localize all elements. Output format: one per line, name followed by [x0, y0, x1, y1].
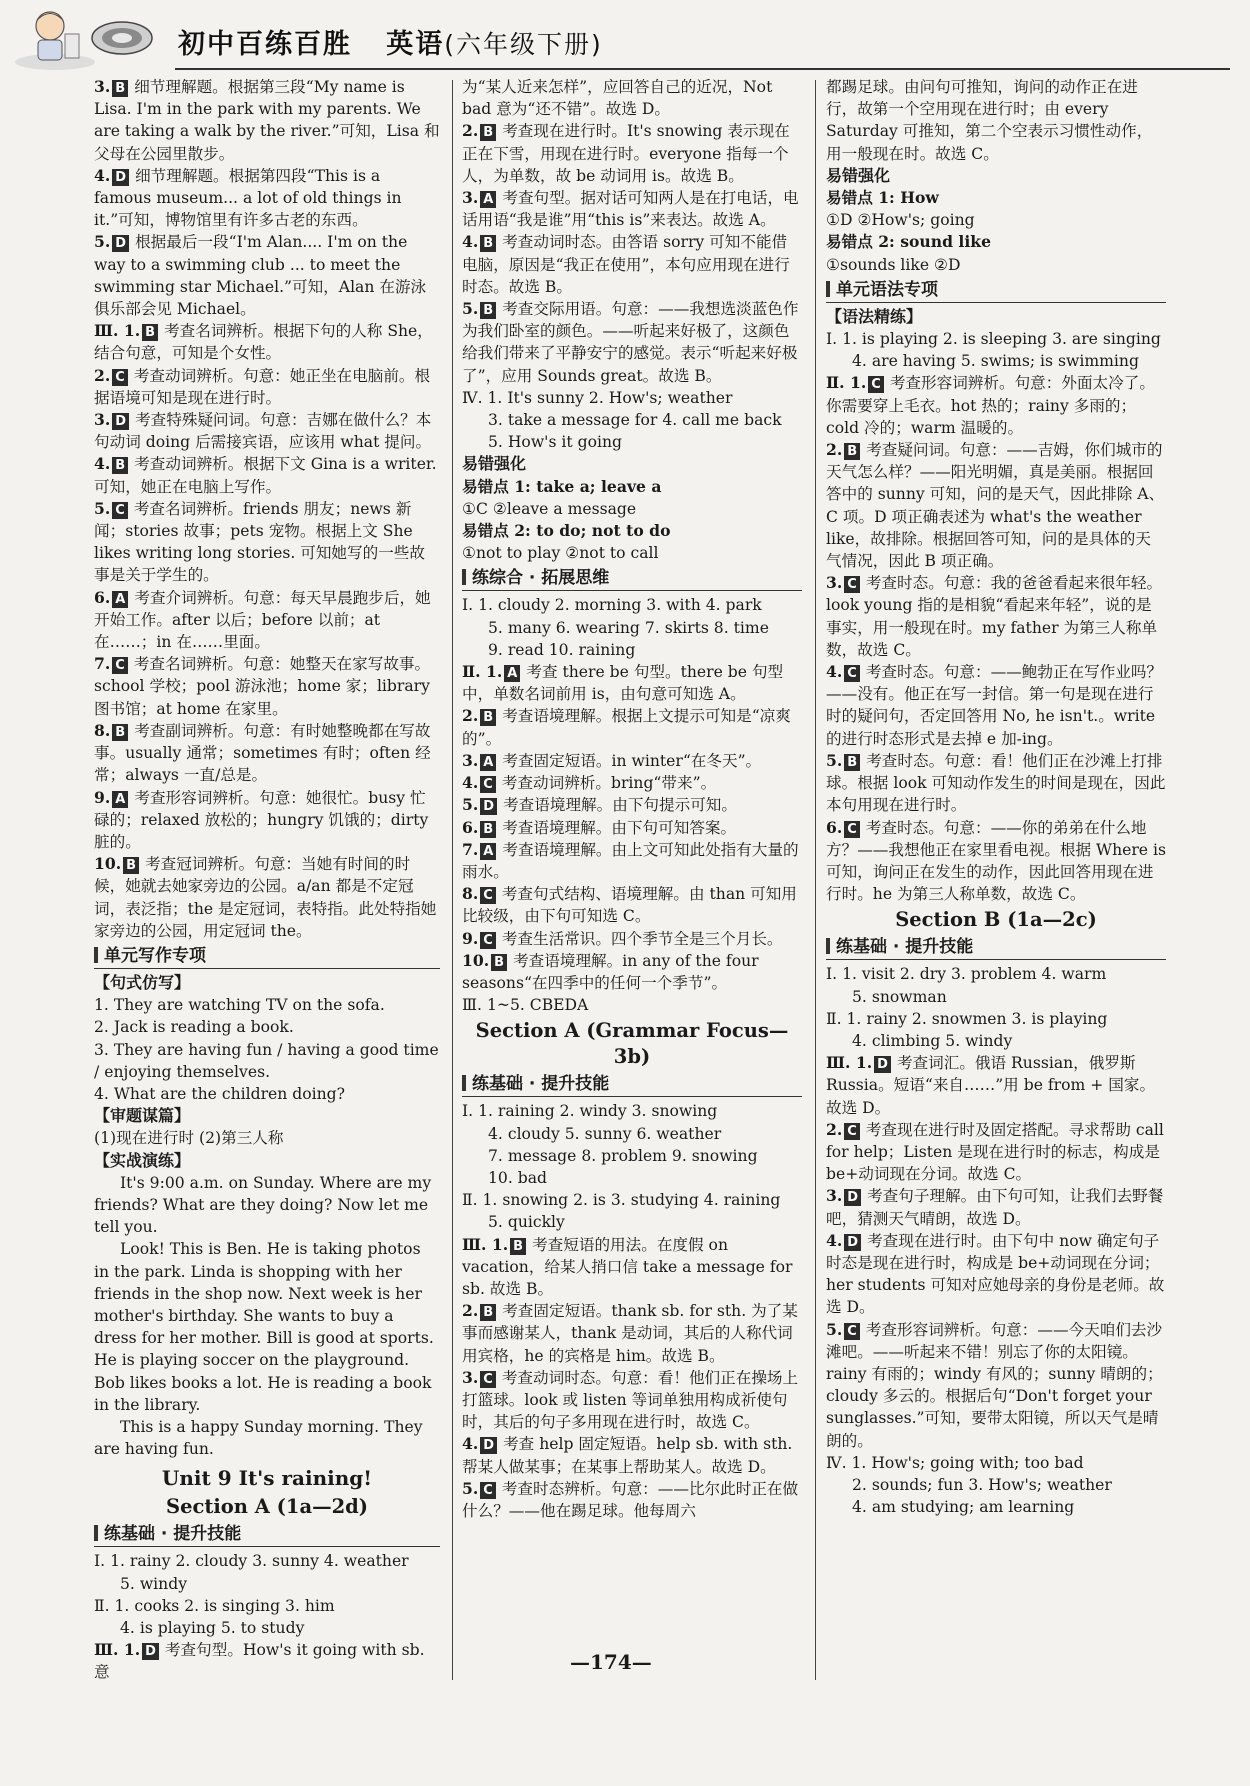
answer-letter-badge: B [142, 324, 158, 341]
answer-line: 5. snowman [852, 987, 947, 1006]
header-rule [175, 68, 1230, 70]
section-title: Section A (1a—2d) [165, 1495, 369, 1519]
question-number: 4. [94, 454, 111, 474]
answer-letter-badge: B [480, 124, 496, 141]
answer-explanation: 考查冠词辨析。句意：当她有时间的时候，她就去她家旁边的公园。a/an 都是不定冠词，表泛指；the 是定冠词，表特指。此处特指她家旁边的公园，用定冠词 the。 [94, 855, 437, 940]
answer-explanation: 考查动词时态。句意：看！他们正在操场上打篮球。look 或 listen 等词单独用构成祈使句时，其后的句子多用现在进行时，故选 C。 [462, 1368, 799, 1432]
answer-explanation: 考查语境理解。in any of the four seasons“在四季中的任何一个季节”。 [462, 951, 759, 992]
answer-line: 4. climbing 5. windy [852, 1031, 1013, 1050]
question-number: 8. [462, 884, 479, 904]
answer-explanation: 考查 help 固定短语。help sb. with sth. 帮某人做某事；在某事上帮助某人。故选 D。 [462, 1435, 793, 1476]
answer-explanation: 考查 there be 句型。there be 句型中，单数名词前用 is，由句意可知选 A。 [462, 663, 784, 704]
question-number: Ⅲ. 1. [94, 321, 141, 341]
answer-letter-badge: C [480, 1482, 496, 1499]
answer-item [826, 372, 1166, 439]
question-number: 5. [462, 795, 479, 815]
answer-item [94, 76, 440, 165]
continued-paragraph: 为“某人近来怎样”，应回答自己的近况，Not bad 意为“还不错”。故选 D。 [462, 78, 773, 119]
question-number: Ⅲ. 1. [94, 1640, 141, 1660]
answer-line: Ⅰ. 1. rainy 2. cloudy 3. sunny 4. weather [94, 1552, 409, 1571]
answer-letter-badge: C [480, 1371, 496, 1388]
essay-paragraph: This is a happy Sunday morning. They are having fun. [94, 1417, 423, 1459]
answer-line: 5. windy [120, 1574, 188, 1593]
answer-item [462, 1433, 802, 1477]
answer-explanation: 考查句型。据对话可知两人是在打电话，电话用语“我是谁”用“this is”来表达。故选 A。 [462, 189, 799, 230]
answer-line: 2. Jack is reading a book. [94, 1018, 294, 1037]
question-number: 3. [94, 77, 111, 96]
answer-item [462, 817, 802, 839]
answer-letter-badge: C [844, 576, 860, 593]
answer-letter-badge: D [844, 1189, 861, 1206]
answer-item [462, 1367, 802, 1434]
answer-line: Ⅱ. 1. snowing 2. is 3. studying 4. raining [462, 1191, 781, 1210]
answer-letter-badge: B [844, 754, 860, 771]
answer-column-1 [94, 76, 440, 1684]
sub-heading: 易错强化 [826, 165, 891, 185]
answer-column-3 [826, 76, 1166, 1518]
answer-item [94, 409, 440, 453]
answer-explanation: 考查句子理解。由下句可知，让我们去野餐吧，猜测天气晴朗，故选 D。 [826, 1187, 1164, 1228]
answer-line: Ⅱ. 1. rainy 2. snowmen 3. is playing [826, 1009, 1108, 1028]
answer-item [462, 1478, 802, 1522]
question-number: 4. [826, 662, 843, 682]
answer-item [462, 883, 802, 927]
answer-letter-badge: C [480, 932, 496, 949]
answer-explanation: 考查现在进行时及固定搭配。寻求帮助 call for help；Listen 是现在进行时的标志，构成是 be+动词现在分词。故选 C。 [826, 1120, 1164, 1184]
answer-line: 5. many 6. wearing 7. skirts 8. time [488, 618, 769, 637]
mascot-logo-icon [10, 4, 160, 74]
answer-letter-badge: C [112, 502, 128, 519]
answer-letter-badge: D [480, 1437, 497, 1454]
answer-letter-badge: A [480, 191, 496, 208]
answer-letter-badge: C [112, 369, 128, 386]
answer-letter-badge: C [480, 887, 496, 904]
answer-explanation: 考查名词辨析。根据下句的人称 She，结合句意，可知是个女性。 [94, 322, 433, 363]
answer-item [94, 453, 440, 497]
answer-letter-badge: C [844, 665, 860, 682]
answer-item [826, 1319, 1166, 1452]
answer-explanation: 考查形容词辨析。句意：——今天咱们去沙滩吧。——听起来不错！别忘了你的太阳镜。rainy 有雨的；windy 有风的；sunny 晴朗的；cloudy 多云的。根据后句“Don't forget your sunglasses.”可知，要带太阳镜，所以天气是晴朗的。 [826, 1320, 1163, 1450]
answer-explanation: 考查形容词辨析。句意：外面太冷了。你需要穿上毛衣。hot 热的；rainy 多雨的；cold 冷的；warm 温暖的。 [826, 374, 1155, 437]
question-number: 2. [462, 706, 479, 726]
answer-item [94, 787, 440, 854]
question-number: Ⅱ. 1. [826, 373, 867, 393]
answer-item [94, 498, 440, 587]
answer-letter-badge: C [480, 776, 496, 793]
answer-line: ①not to play ②not to call [462, 544, 659, 563]
answer-explanation: 考查现在进行时。It's snowing 表示现在正在下雪，用现在进行时。everyone 指每一个人，为单数，故 be 动词用 is。故选 B。 [462, 122, 790, 185]
answer-explanation: 考查句式结构、语境理解。由 than 可知用比较级，由下句可知选 C。 [462, 885, 797, 926]
answer-explanation: 考查时态。句意：看！他们正在沙滩上打排球。根据 look 可知动作发生的时间是现在，因此本句用现在进行时。 [826, 751, 1166, 815]
page-header [0, 0, 1250, 78]
answer-item [462, 187, 802, 231]
answer-line: (1)现在进行时 (2)第三人称 [94, 1129, 284, 1148]
answer-explanation: 考查语境理解。根据上文提示可知是“凉爽的”。 [462, 707, 791, 748]
answer-letter-badge: C [112, 657, 128, 674]
answer-explanation: 考查疑问词。句意：——吉姆，你们城市的天气怎么样？——阳光明媚，真是美丽。根据回答中的 sunny 可知，问的是天气，因此排除 A、C 项。D 项正确表述为 what's the weather like，故排除。根据回答可知，问的是具体的天气情况，因此 B 项正确。 [826, 441, 1165, 571]
answer-letter-badge: B [112, 80, 128, 97]
column-divider [452, 80, 453, 1680]
answer-line: 5. How's it going [488, 433, 623, 452]
answer-line: 易错点 2: to do; not to do [462, 521, 671, 541]
answer-letter-badge: B [480, 235, 496, 252]
answer-item [826, 439, 1166, 572]
answer-explanation: 考查时态辨析。句意：——比尔此时正在做什么？——他在踢足球。他每周六 [462, 1479, 799, 1520]
answer-letter-badge: B [112, 457, 128, 474]
answer-item [462, 231, 802, 298]
answer-item [826, 750, 1166, 817]
answer-letter-badge: A [112, 591, 128, 608]
answer-explanation: 考查语境理解。由上文可知此处指有大量的雨水。 [462, 840, 799, 881]
answer-item [462, 1300, 802, 1367]
answer-line: 3. They are having fun / having a good time / enjoying themselves. [94, 1040, 439, 1081]
answer-item [94, 587, 440, 654]
essay-paragraph: It's 9:00 a.m. on Sunday. Where are my friends? What are they doing? Now let me tell you. [94, 1173, 432, 1237]
answer-line: 10. bad [488, 1168, 548, 1187]
answer-item [462, 705, 802, 749]
answer-explanation: 考查交际用语。句意：——我想选淡蓝色作为我们卧室的颜色。——听起来好极了，这颜色给我们带来了平静安宁的感觉。表示“听起来好极了”，应用 Sounds great。故选 B。 [462, 300, 799, 385]
answer-letter-badge: B [480, 709, 496, 726]
answer-explanation: 根据最后一段“I'm Alan.... I'm on the way to a swimming club ... to meet the swimming star Michael.”可知，Alan 在游泳俱乐部会见 Michael。 [94, 233, 427, 319]
answer-letter-badge: D [142, 1643, 159, 1660]
answer-explanation: 考查语境理解。由下句可知答案。 [502, 818, 737, 837]
question-number: 3. [462, 1367, 479, 1387]
sub-heading: 【实战演练】 [94, 1150, 191, 1170]
answer-line: 2. sounds; fun 3. How's; weather [852, 1475, 1112, 1494]
answer-item [462, 928, 802, 950]
answer-letter-badge: D [480, 798, 497, 815]
answer-letter-badge: B [480, 821, 496, 838]
answer-line: 1. They are watching TV on the sofa. [94, 996, 385, 1015]
question-number: Ⅱ. 1. [462, 662, 503, 682]
answer-letter-badge: B [480, 1304, 496, 1321]
answer-column-2 [462, 76, 802, 1522]
answer-item [94, 1639, 440, 1683]
answer-line: 3. take a message for 4. call me back [488, 411, 782, 430]
answer-explanation: 考查生活常识。四个季节全是三个月长。 [501, 929, 783, 948]
section-bar-heading: 练基础 · 提升技能 [462, 1072, 802, 1097]
answer-item [94, 231, 440, 320]
question-number: 5. [826, 750, 843, 770]
question-number: 3. [462, 750, 479, 770]
answer-letter-badge: B [844, 443, 860, 460]
answer-explanation: 考查动词辨析。句意：她正坐在电脑前。根据语境可知是现在进行时。 [94, 366, 431, 407]
question-number: 3. [826, 1186, 843, 1206]
answer-explanation: 考查语境理解。由下句提示可知。 [503, 796, 737, 815]
answer-explanation: 考查现在进行时。由下句中 now 确定句子时态是现在进行时，构成是 be+动词现在分词；her students 可知对应她母亲的身份是老师。故选 D。 [826, 1231, 1165, 1317]
answer-explanation: 考查词汇。俄语 Russian，俄罗斯 Russia。短语“来自……”用 be from + 国家。故选 D。 [826, 1054, 1156, 1117]
answer-line: 易错点 2: sound like [826, 232, 992, 252]
answer-line: Ⅰ. 1. is playing 2. is sleeping 3. are singing [826, 330, 1161, 349]
question-number: 10. [462, 950, 490, 970]
question-number: Ⅲ. 1. [826, 1053, 873, 1073]
answer-letter-badge: B [480, 302, 496, 319]
answer-item [94, 720, 440, 787]
answer-item [462, 298, 802, 387]
answer-letter-badge: C [868, 376, 884, 393]
section-title: Section B (1a—2c) [895, 908, 1097, 932]
answer-item [462, 794, 802, 816]
answer-letter-badge: A [480, 843, 496, 860]
question-number: 4. [462, 773, 479, 793]
answer-explanation: 考查副词辨析。句意：有时她整晚都在写故事。usually 通常；sometimes 有时；often 经常；always 一直/总是。 [94, 721, 431, 785]
answer-explanation: 考查时态。句意：——鲍勃正在写作业吗？——没有。他正在写一封信。第一句是现在进行时的疑问句，否定回答用 No, he isn't.。write 的进行时态形式是去掉 e 加-ing。 [826, 663, 1163, 748]
column-divider [815, 80, 816, 1680]
answer-line: 4. cloudy 5. sunny 6. weather [488, 1124, 722, 1143]
question-number: 5. [462, 1478, 479, 1498]
answer-item [94, 653, 440, 720]
section-bar-heading: 练综合 · 拓展思维 [462, 566, 802, 591]
answer-letter-badge: D [112, 235, 129, 252]
answer-line: Ⅳ. 1. How's; going with; too bad [826, 1453, 1084, 1472]
question-number: 7. [94, 654, 111, 674]
question-number: 4. [826, 1230, 843, 1250]
unit-title: Unit 9 It's raining! [161, 1466, 373, 1491]
answer-explanation: 考查动词辨析。根据下文 Gina is a writer. 可知，她正在电脑上写作。 [94, 455, 437, 496]
answer-letter-badge: A [112, 791, 128, 808]
answer-explanation: 考查短语的用法。在度假 on vacation，给某人捎口信 take a message for sb. 故选 B。 [462, 1235, 793, 1298]
question-number: 3. [94, 410, 111, 430]
answer-line: 4. am studying; am learning [852, 1498, 1075, 1517]
section-bar-heading: 练基础 · 提升技能 [94, 1522, 440, 1547]
answer-line: Ⅳ. 1. It's sunny 2. How's; weather [462, 388, 733, 407]
question-number: 2. [826, 440, 843, 460]
sub-heading: 【审题谋篇】 [94, 1106, 191, 1126]
answer-item [462, 661, 802, 705]
question-number: 3. [462, 188, 479, 208]
answer-explanation: 细节理解题。根据第四段“This is a famous museum... a lot of old things in it.”可知，博物馆里有许多古老的东西。 [94, 166, 402, 230]
question-number: 10. [94, 854, 122, 874]
answer-letter-badge: B [510, 1238, 526, 1255]
answer-item [94, 165, 440, 232]
answer-explanation: 考查特殊疑问词。句意：吉娜在做什么？本句动词 doing 后需接宾语，应该用 what 提问。 [94, 411, 432, 452]
question-number: 6. [462, 817, 479, 837]
answer-item [462, 839, 802, 883]
answer-letter-badge: B [123, 857, 139, 874]
essay-paragraph: Look! This is Ben. He is taking photos in the park. Linda is shopping with her friends in the shop now. Next week is her mother's birthday. She wants to buy a dress for her mother. Bill is good at sports. He is playing soccer on the playground. Bob likes books a lot. He is reading a book in the library. [94, 1240, 434, 1414]
answer-item [94, 853, 440, 942]
sub-heading: 易错强化 [462, 454, 527, 474]
question-number: 6. [94, 587, 111, 607]
question-number: 2. [462, 121, 479, 141]
question-number: Ⅲ. 1. [462, 1234, 509, 1254]
answer-item [826, 1052, 1166, 1119]
answer-explanation: 考查句型。How's it going with sb. 意 [94, 1641, 425, 1682]
answer-line: Ⅰ. 1. visit 2. dry 3. problem 4. warm [826, 965, 1107, 984]
question-number: 8. [94, 720, 111, 740]
question-number: 6. [826, 817, 843, 837]
answer-letter-badge: D [112, 413, 129, 430]
answer-letter-badge: D [112, 169, 129, 186]
answer-explanation: 考查介词辨析。句意：每天早晨跑步后，她开始工作。after 以后；before 以前；at 在……；in 在……里面。 [94, 588, 431, 652]
answer-line: ①C ②leave a message [462, 499, 637, 518]
answer-letter-badge: B [112, 724, 128, 741]
answer-letter-badge: C [844, 821, 860, 838]
section-bar-heading: 练基础 · 提升技能 [826, 935, 1166, 960]
answer-letter-badge: B [491, 954, 507, 971]
answer-item [826, 661, 1166, 750]
answer-item [462, 750, 802, 772]
answer-line: Ⅱ. 1. cooks 2. is singing 3. him [94, 1596, 335, 1615]
answer-line: 5. quickly [488, 1213, 565, 1232]
sub-heading: 【语法精练】 [826, 306, 923, 326]
answer-line: 4. are having 5. swims; is swimming [852, 352, 1139, 371]
answer-explanation: 考查时态。句意：我的爸爸看起来很年轻。look young 指的是相貌“看起来年轻”，说的是事实，用一般现在时。my father 为第三人称单数，故选 C。 [826, 574, 1163, 659]
answer-line: 4. is playing 5. to study [120, 1619, 305, 1637]
answer-letter-badge: C [844, 1323, 860, 1340]
answer-explanation: 考查固定短语。thank sb. for sth. 为了某事而感谢某人，thank 是动词，其后的人称代词用宾格，he 的宾格是 him。故选 B。 [462, 1302, 798, 1365]
question-number: 2. [826, 1119, 843, 1139]
question-number: 5. [94, 498, 111, 518]
section-title: Section A (Grammar Focus—3b) [475, 1019, 789, 1069]
question-number: 7. [462, 839, 479, 859]
page-number: —174— [570, 1650, 652, 1674]
answer-explanation: 考查名词辨析。句意：她整天在家写故事。school 学校；pool 游泳池；home 家；library 图书馆；at home 在家里。 [94, 655, 431, 718]
answer-explanation: 考查固定短语。in winter“在冬天”。 [502, 751, 762, 770]
answer-item [826, 1185, 1166, 1229]
question-number: 5. [94, 232, 111, 252]
answer-letter-badge: D [874, 1056, 891, 1073]
answer-item [462, 950, 802, 994]
answer-line: 易错点 1: How [826, 188, 939, 208]
answer-line: 9. read 10. raining [488, 640, 636, 659]
answer-explanation: 考查名词辨析。friends 朋友；news 新闻；stories 故事；pets 宠物。根据上文 She likes writing long stories. 可知她写的一些故事是关于学生的。 [94, 499, 425, 585]
answer-item [94, 365, 440, 409]
answer-item [826, 572, 1166, 661]
answer-explanation: 考查动词辨析。bring“带来”。 [501, 774, 717, 793]
answer-item [462, 1234, 802, 1301]
answer-item [94, 320, 440, 364]
answer-explanation: 考查动词时态。由答语 sorry 可知不能借电脑，原因是“我正在使用”，本句应用现在进行时态。故选 B。 [462, 233, 790, 296]
answer-item [826, 817, 1166, 906]
answer-explanation: 考查形容词辨析。句意：她很忙。busy 忙碌的；relaxed 放松的；hungry 饥饿的；dirty 脏的。 [94, 788, 429, 851]
question-number: 5. [462, 299, 479, 319]
answer-item [826, 1119, 1166, 1186]
answer-item [462, 772, 802, 794]
question-number: 2. [94, 365, 111, 385]
question-number: 2. [462, 1301, 479, 1321]
answer-line: Ⅰ. 1. raining 2. windy 3. snowing [462, 1102, 718, 1121]
answer-letter-badge: C [844, 1123, 860, 1140]
book-title: 初中百练百胜 英语(六年级下册) [178, 29, 603, 60]
answer-item [462, 120, 802, 187]
question-number: 9. [462, 928, 479, 948]
answer-letter-badge: A [480, 754, 496, 771]
question-number: 9. [94, 787, 111, 807]
answer-line: 4. What are the children doing? [94, 1084, 346, 1103]
answer-line: Ⅰ. 1. cloudy 2. morning 3. with 4. park [462, 596, 762, 615]
answer-line: 易错点 1: take a; leave a [462, 476, 662, 496]
question-number: 4. [462, 232, 479, 252]
continued-paragraph: 都踢足球。由问句可推知，询问的动作正在进行，故第一个空用现在进行时；由 every Saturday 可推知，第二个空表示习惯性动作，用一般现在时。故选 C。 [826, 78, 1153, 163]
answer-line: ①D ②How's; going [826, 211, 975, 230]
question-number: 3. [826, 573, 843, 593]
answer-explanation: 细节理解题。根据第三段“My name is Lisa. I'm in the park with my parents. We are taking a walk by the river.”可知，Lisa 和父母在公园里散步。 [94, 78, 440, 163]
section-bar-heading: 单元写作专项 [94, 944, 440, 969]
answer-letter-badge: A [504, 665, 520, 682]
sub-heading: 【句式仿写】 [94, 972, 191, 992]
section-bar-heading: 单元语法专项 [826, 278, 1166, 303]
answer-explanation: 考查时态。句意：——你的弟弟在什么地方？——我想他正在家里看电视。根据 Where is 可知，询问正在发生的动作，因此回答用现在进行时。he 为第三人称单数，故选 C。 [826, 818, 1166, 904]
question-number: 4. [462, 1434, 479, 1454]
answer-line: 7. message 8. problem 9. snowing [488, 1146, 758, 1165]
answer-letter-badge: D [844, 1234, 861, 1251]
answer-line: ①sounds like ②D [826, 255, 961, 274]
answer-item [826, 1230, 1166, 1319]
answer-line: Ⅲ. 1~5. CBEDA [462, 996, 589, 1015]
question-number: 5. [826, 1319, 843, 1339]
question-number: 4. [94, 165, 111, 185]
